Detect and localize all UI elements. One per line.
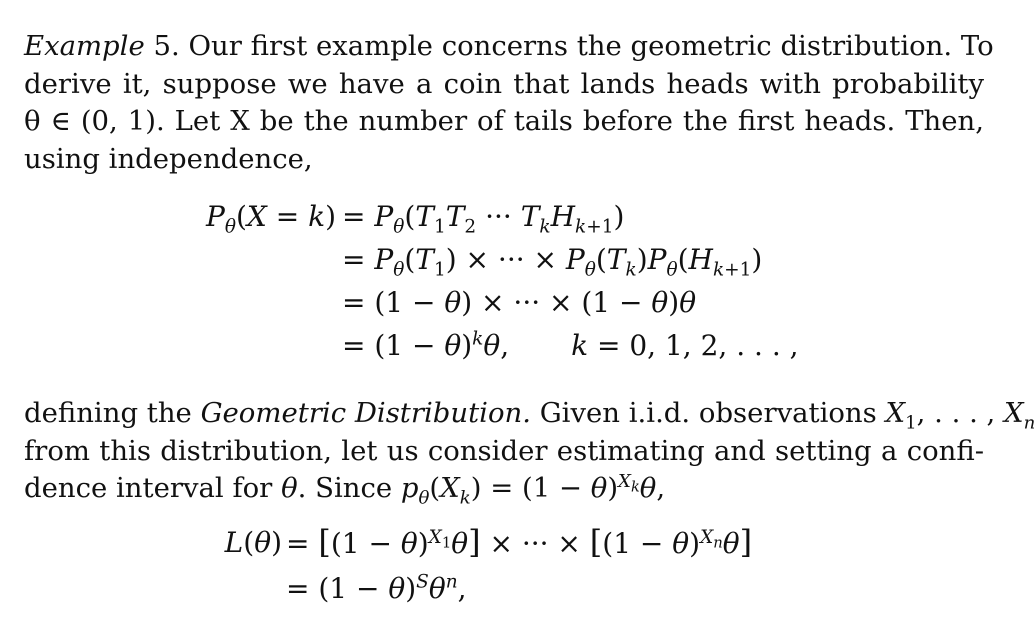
likelihood-equation bbox=[24, 520, 984, 620]
equation-row: = $P_\theta(T_1)$ × ··· × $P_\theta(T_k)P_\theta(H_{k+1})$ bbox=[342, 243, 763, 281]
distribution-term: Geometric Distribution. bbox=[200, 397, 531, 429]
paragraph-line: derive it, suppose we have a coin that lands heads with probability bbox=[24, 67, 984, 100]
equation-row: = $P_\theta(T_1T_2$ ··· $T_kH_{k+1}$) bbox=[342, 200, 625, 238]
example-label: Example bbox=[24, 30, 145, 62]
example-number: 5. bbox=[153, 30, 180, 62]
example-paragraph bbox=[24, 28, 994, 178]
equation-lhs: L(θ) bbox=[224, 526, 282, 559]
paragraph-line: θ ∈ (0, 1). Let X be the number of tails before the first heads. Then, bbox=[24, 105, 984, 137]
equation-row: = (1 − θ) × ··· × (1 − θ)θ bbox=[342, 286, 697, 319]
equation-row: = $[(1 - \theta)^{X_1}\theta]$ × ··· × $[(1 - \theta)^{X_n}\theta]$ bbox=[286, 523, 753, 561]
definition-paragraph bbox=[24, 395, 1035, 509]
paragraph-line: defining the Geometric Distribution. Given i.i.d. observations $X_1$, . . . , $X_n$ bbox=[24, 397, 1035, 434]
equation-row: = $(1 - \theta)^S\theta^n$, bbox=[286, 571, 467, 605]
paragraph-line: from this distribution, let us consider estimating and setting a confi- bbox=[24, 434, 984, 467]
paragraph-line: using independence, bbox=[24, 142, 313, 175]
equation-row: = $(1 - \theta)^k\theta$, k = 0, 1, 2, . . . , bbox=[342, 328, 799, 362]
paragraph-line: dence interval for θ. Since $p_\theta(X_k) = (1 - \theta)^{X_k}\theta$, bbox=[24, 470, 666, 509]
paragraph-line bbox=[24, 28, 994, 66]
equation-lhs: $P_\theta(X = k)$ bbox=[205, 200, 336, 238]
paragraph-text: Our first example concerns the geometric distribution. To bbox=[188, 30, 994, 62]
geometric-pmf-equation bbox=[24, 198, 984, 378]
